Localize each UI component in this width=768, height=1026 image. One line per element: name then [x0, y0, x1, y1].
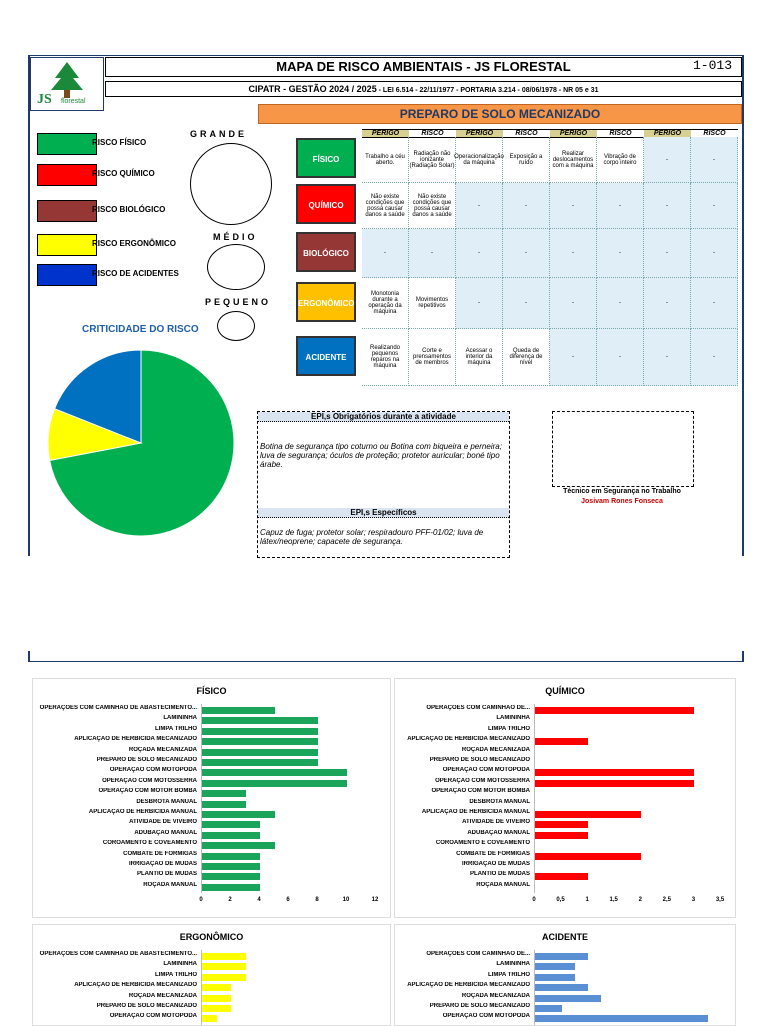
- chart-category-label: LIMPA TRILHO: [155, 725, 197, 732]
- grid-header: PERIGO: [644, 129, 691, 138]
- chart-category-label: OPERAÇÃO COM MOTOSSERRA: [102, 777, 197, 784]
- chart-bar: [202, 811, 275, 818]
- tecnico-role: Técnico em Segurança no Trabalho: [563, 488, 681, 495]
- chart-bar: [202, 728, 318, 735]
- chart-bar: [202, 995, 231, 1002]
- chart-category-label: PREPARO DE SOLO MECANIZADO: [96, 1003, 197, 1009]
- chart-tick-label: 1: [585, 897, 589, 904]
- risk-category-0: FÍSICO: [296, 138, 356, 178]
- subtitle: [105, 81, 742, 97]
- grid-cell: -: [597, 183, 644, 229]
- grid-cell: -: [644, 278, 691, 329]
- chart-category-label: ROÇADA MANUAL: [476, 881, 530, 888]
- chart-tick-label: 3: [691, 897, 696, 904]
- size-label-medio: MÉDIO: [213, 232, 258, 242]
- grid-header: RISCO: [691, 129, 738, 138]
- chart-bar: [535, 974, 575, 981]
- chart-panel-fisico: [32, 678, 391, 918]
- chart-category-label: PREPARO DE SOLO MECANIZADO: [429, 1003, 530, 1009]
- chart-category-label: OPERAÇÃO COM MOTOPODA: [442, 767, 530, 774]
- grid-cell: -: [456, 183, 503, 229]
- chart-tick-label: 3,5: [715, 897, 725, 904]
- chart-bar: [202, 832, 260, 839]
- tecnico-name: Josivam Rones Fonseca: [581, 498, 663, 505]
- grid-cell: Acessar o interior da máquina: [456, 329, 503, 386]
- chart-category-label: OPERAÇÃO COM MOTOSSERRA: [435, 777, 530, 784]
- chart-bar: [535, 984, 588, 991]
- grid-cell: Não existe condições que possa causar danos a saúde: [362, 183, 409, 229]
- chart-category-label: APLICAÇÃO DE HERBICIDA MANUAL: [88, 809, 197, 815]
- chart-category-label: IRRIGAÇÃO DE MUDAS: [461, 861, 530, 867]
- chart-bar: [535, 832, 588, 839]
- chart-bar: [202, 853, 260, 860]
- chart-bar: [535, 995, 601, 1002]
- chart-tick-label: 2: [638, 897, 642, 904]
- grid-cell: Operacionalização da máquina: [456, 137, 503, 183]
- legend-swatch: [37, 200, 97, 222]
- epi-obrig-text: Botina de segurança tipo coturno ou Botina com biqueira e perneira; luva de segurança; óculos de proteção; protetor auricular; boné tipo árabe.: [260, 442, 502, 469]
- grid-cell: -: [550, 329, 597, 386]
- grid-cell: -: [409, 229, 456, 278]
- chart-category-label: COROAMENTO E COVEAMENTO: [102, 840, 197, 847]
- chart-category-label: DESBROTA MANUAL: [469, 798, 530, 805]
- grid-cell: Monotonia durante a operação da máquina: [362, 278, 409, 329]
- chart-bar: [202, 717, 318, 724]
- chart-category-label: APLICAÇÃO DE HERBICIDA MECANIZADO: [407, 736, 530, 743]
- grid-cell: -: [597, 278, 644, 329]
- chart-bar: [535, 707, 694, 714]
- chart-tick-label: 0,5: [556, 897, 565, 904]
- chart-category-label: DESBROTA MANUAL: [136, 798, 197, 805]
- chart-tick-label: 2,5: [662, 897, 672, 904]
- chart-tick-label: 12: [371, 897, 379, 904]
- chart-title-fisico: FÍSICO: [196, 686, 227, 696]
- grid-cell: -: [644, 137, 691, 183]
- chart-category-label: OPERAÇÕES COM CAMINHÃO DE...: [426, 705, 530, 711]
- chart-bar: [202, 769, 347, 776]
- chart-category-label: OPERAÇÕES COM CAMINHÃO DE ABASTECIMENTO...: [39, 705, 197, 711]
- legend-swatch: [37, 264, 97, 286]
- circle-medio: [207, 244, 265, 290]
- grid-header: PERIGO: [550, 129, 597, 138]
- chart-tick-label: 8: [315, 897, 319, 904]
- legend-label: RISCO ERGONÔMICO: [92, 239, 177, 248]
- chart-panel-quimico: [394, 678, 736, 918]
- chart-tick-label: 0: [532, 897, 536, 904]
- logo: [30, 57, 104, 111]
- legend-label: RISCO BIOLÓGICO: [92, 205, 166, 214]
- chart-category-label: IRRIGAÇÃO DE MUDAS: [128, 861, 197, 867]
- grid-cell: -: [550, 183, 597, 229]
- chart-category-label: PREPARO DE SOLO MECANIZADO: [96, 757, 197, 763]
- chart-category-label: PLANTIO DE MUDAS: [470, 871, 530, 878]
- chart-bar: [535, 821, 588, 828]
- subtitle-rest: - LEI 6.514 - 22/11/1977 - PORTARIA 3.214 - 08/06/1978 - NR 05 e 31: [376, 87, 599, 94]
- grid-cell: -: [503, 229, 550, 278]
- chart-category-label: APLICAÇÃO DE HERBICIDA MANUAL: [421, 809, 530, 815]
- grid-cell: -: [503, 278, 550, 329]
- logo-text: JS: [37, 92, 52, 107]
- chart-category-label: LAMININHA: [163, 715, 197, 722]
- grid-cell: Corte e prensamentos de membros: [409, 329, 456, 386]
- chart-bar: [202, 707, 275, 714]
- grid-header: PERIGO: [362, 129, 409, 138]
- chart-category-label: APLICAÇÃO DE HERBICIDA MECANIZADO: [74, 736, 197, 743]
- chart-category-label: APLICAÇÃO DE HERBICIDA MECANIZADO: [407, 982, 530, 989]
- legend-label: RISCO QUÍMICO: [92, 169, 155, 178]
- chart-bar: [535, 873, 588, 880]
- chart-category-label: LIMPA TRILHO: [488, 725, 530, 732]
- logo-small-text: florestal: [61, 98, 86, 105]
- circle-pequeno: [217, 311, 255, 341]
- grid-cell: Queda de diferença de nível: [503, 329, 550, 386]
- grid-header: RISCO: [409, 129, 456, 138]
- chart-bar: [202, 738, 318, 745]
- chart-tick-label: 10: [342, 897, 350, 904]
- legend-label: RISCO DE ACIDENTES: [92, 269, 179, 278]
- chart-bar: [202, 953, 246, 960]
- legend-swatch: [37, 133, 97, 155]
- chart-category-label: PREPARO DE SOLO MECANIZADO: [429, 757, 530, 763]
- grid-cell: Realizando pequenos reparos na máquina: [362, 329, 409, 386]
- legend-label: RISCO FÍSICO: [92, 138, 147, 147]
- chart-bar: [535, 953, 588, 960]
- chart-category-label: OPERAÇÕES COM CAMINHÃO DE...: [426, 951, 530, 957]
- chart-bar: [202, 821, 260, 828]
- chart-bar: [535, 769, 694, 776]
- chart-bar: [202, 984, 231, 991]
- chart-bar: [202, 884, 260, 891]
- grid-cell: -: [691, 229, 738, 278]
- chart-title-acidente: ACIDENTE: [541, 932, 588, 942]
- chart-tick-label: 6: [286, 897, 290, 904]
- legend-swatch: [37, 164, 97, 186]
- chart-bar: [202, 1005, 231, 1012]
- grid-cell: -: [644, 183, 691, 229]
- chart-category-label: ROÇADA MANUAL: [143, 881, 197, 888]
- chart-category-label: ROÇADA MECANIZADA: [128, 746, 197, 753]
- chart-axis-line: [534, 704, 535, 893]
- grid-cell: -: [691, 137, 738, 183]
- chart-bar: [535, 738, 588, 745]
- grid-header: PERIGO: [456, 129, 503, 138]
- chart-category-label: ROÇADA MECANIZADA: [128, 992, 197, 999]
- chart-category-label: COMBATE DE FORMIGAS: [123, 850, 197, 857]
- chart-bar: [202, 963, 246, 970]
- grid-cell: -: [503, 183, 550, 229]
- grid-cell: -: [691, 329, 738, 386]
- chart-category-label: OPERAÇÕES COM CAMINHÃO DE ABASTECIMENTO...: [39, 951, 197, 957]
- chart-bar: [202, 1015, 217, 1022]
- chart-category-label: LIMPA TRILHO: [488, 971, 530, 978]
- chart-bar: [202, 759, 318, 766]
- chart-category-label: ADUBAÇÃO MANUAL: [467, 829, 530, 836]
- size-label-grande: GRANDE: [190, 129, 248, 139]
- chart-tick-label: 1,5: [609, 897, 618, 904]
- chart-bar: [535, 780, 694, 787]
- epi-box: [257, 411, 510, 558]
- epi-espec-title: EPI,s Específicos: [258, 508, 509, 518]
- chart-bar: [535, 811, 641, 818]
- grid-cell: Não existe condições que possa causar danos a saúde: [409, 183, 456, 229]
- grid-header: RISCO: [597, 129, 644, 138]
- grid-cell: Trabalho a céu aberto.: [362, 137, 409, 183]
- subtitle-main: CIPATR - GESTÃO 2024 / 2025: [248, 84, 377, 94]
- chart-tick-label: 4: [257, 897, 261, 904]
- risk-category-3: ERGONÔMICO: [296, 282, 356, 322]
- grid-cell: -: [644, 329, 691, 386]
- chart-category-label: OPERAÇÃO COM MOTOPODA: [109, 767, 197, 774]
- grid-cell: Exposição a ruído: [503, 137, 550, 183]
- chart-title-quimico: QUÍMICO: [545, 686, 585, 696]
- epi-espec-text: Capuz de fuga; protetor solar; respiradouro PFF-01/02; luva de látex/neoprene; capacete de segurança.: [260, 528, 484, 546]
- grid-cell: -: [550, 229, 597, 278]
- legend-swatch: [37, 234, 97, 256]
- page-title: MAPA DE RISCO AMBIENTAIS - JS FLORESTAL: [105, 57, 742, 77]
- chart-category-label: APLICAÇÃO DE HERBICIDA MECANIZADO: [74, 982, 197, 989]
- chart-category-label: ROÇADA MECANIZADA: [461, 992, 530, 999]
- chart-category-label: LAMININHA: [496, 715, 530, 722]
- chart-category-label: OPERAÇÃO COM MOTOPODA: [109, 1013, 197, 1020]
- grid-cell: -: [691, 278, 738, 329]
- chart-panel-acidente: [394, 924, 736, 1026]
- chart-category-label: PLANTIO DE MUDAS: [137, 871, 197, 878]
- grid-cell: -: [550, 278, 597, 329]
- chart-bar: [535, 853, 641, 860]
- chart-bar: [202, 842, 275, 849]
- chart-category-label: ATIVIDADE DE VIVEIRO: [129, 819, 197, 826]
- chart-tick-label: 2: [228, 897, 232, 904]
- chart-bar: [202, 749, 318, 756]
- chart-category-label: OPERAÇÃO COM MOTOR BOMBA: [431, 788, 530, 795]
- section-title: PREPARO DE SOLO MECANIZADO: [258, 104, 742, 124]
- grid-cell: -: [456, 229, 503, 278]
- grid-header: RISCO: [503, 129, 550, 138]
- chart-category-label: COMBATE DE FORMIGAS: [456, 850, 530, 857]
- grid-cell: Vibração de corpo inteiro: [597, 137, 644, 183]
- risk-category-4: ACIDENTE: [296, 336, 356, 376]
- chart-category-label: LAMININHA: [496, 961, 530, 968]
- chart-category-label: ROÇADA MECANIZADA: [461, 746, 530, 753]
- grid-cell: Radiação não ionizante (Radiação Solar): [409, 137, 456, 183]
- grid-cell: Movimentos repetitivos: [409, 278, 456, 329]
- chart-bar: [535, 1005, 562, 1012]
- signature-box: [552, 411, 694, 487]
- grid-cell: -: [597, 229, 644, 278]
- chart-category-label: COROAMENTO E COVEAMENTO: [435, 840, 530, 847]
- grid-cell: -: [456, 278, 503, 329]
- size-label-pequeno: PEQUENO: [205, 297, 272, 307]
- grid-cell: -: [362, 229, 409, 278]
- chart-category-label: ATIVIDADE DE VIVEIRO: [462, 819, 530, 826]
- chart-title-ergonomico: ERGONÔMICO: [179, 932, 244, 942]
- chart-bar: [202, 873, 260, 880]
- risk-category-2: BIOLÓGICO: [296, 232, 356, 272]
- chart-category-label: LAMININHA: [163, 961, 197, 968]
- grid-cell: Realizar deslocamentos com a máquina: [550, 137, 597, 183]
- chart-category-label: LIMPA TRILHO: [155, 971, 197, 978]
- chart-category-label: OPERAÇÃO COM MOTOPODA: [442, 1013, 530, 1020]
- doc-code: 1-013: [692, 58, 732, 73]
- chart-bar: [202, 974, 246, 981]
- grid-cell: -: [691, 183, 738, 229]
- chart-category-label: OPERAÇÃO COM MOTOR BOMBA: [98, 788, 197, 795]
- criticidade-pie-chart: [46, 348, 236, 538]
- grid-cell: -: [644, 229, 691, 278]
- chart-category-label: ADUBAÇÃO MANUAL: [134, 829, 197, 836]
- chart-panel-ergonomico: [32, 924, 391, 1026]
- chart-bar: [202, 863, 260, 870]
- epi-obrig-title: EPI,s Obrigatórios durante a atividade: [258, 412, 509, 422]
- risk-category-1: QUÍMICO: [296, 184, 356, 224]
- chart-bar: [202, 790, 246, 797]
- chart-bar: [535, 1015, 708, 1022]
- chart-tick-label: 0: [199, 897, 203, 904]
- chart-bar: [535, 963, 575, 970]
- chart-bar: [202, 780, 347, 787]
- page-two-top-border: [28, 651, 744, 662]
- chart-bar: [202, 801, 246, 808]
- circle-grande: [190, 143, 272, 225]
- grid-cell: -: [597, 329, 644, 386]
- criticidade-title: CRITICIDADE DO RISCO: [82, 324, 199, 335]
